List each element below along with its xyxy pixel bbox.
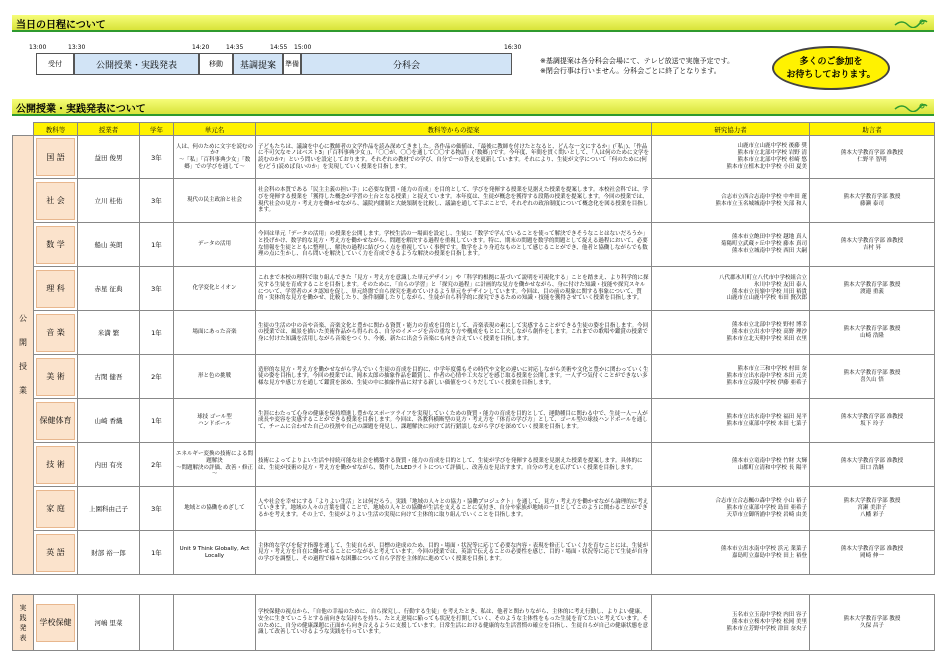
time-tick: 15:00 bbox=[294, 44, 312, 51]
proposal-cell: 技術によってよりよい生活や持続可能な社会を構築する資質・能力の育成を目的として、生徒が学びを発揮する授業を見据えた授業を提案します。具体的には、生徒が技術の見方・考え方を働かせながら、製作したLEDライトについて評価し、改善点を見出すます。自分の考えを広げていく授業を目指します。 bbox=[256, 443, 652, 487]
subject-cell bbox=[34, 136, 78, 179]
unit-cell: 形と色の挑戦 bbox=[174, 355, 256, 399]
header-unit: 単元名 bbox=[174, 123, 256, 136]
table-row bbox=[13, 531, 935, 575]
unit-cell: Unit 9 Think Globally, Act Locally bbox=[174, 531, 256, 575]
subject-label: 家 庭 bbox=[36, 490, 75, 528]
practice-side-label: 実 践 発 表 bbox=[13, 595, 34, 651]
unit-cell: 現代の民主政治と社会 bbox=[174, 179, 256, 223]
table-row bbox=[13, 595, 935, 651]
subject-cell bbox=[34, 355, 78, 399]
teacher-cell: 山崎 香織 bbox=[78, 399, 140, 443]
time-tick: 14:35 bbox=[226, 44, 244, 51]
coop-cell: 熊本市立北部中学校 野村 博幸 熊本市立出水中学校 高野 理沙 熊本市立北天明中学校 米田 衣里 bbox=[652, 311, 810, 355]
advisor-cell: 熊本大学教育学部 准教授 仁野平 智明 bbox=[810, 136, 935, 179]
time-tick: 14:20 bbox=[192, 44, 210, 51]
time-tick: 13:30 bbox=[68, 44, 86, 51]
open-class-table bbox=[12, 122, 935, 575]
proposal-cell: 子どもたちは、議論を中心に教師者の文学作品を読み深めてきました。各作品の価値は、「最後に教師を付けたとなると、どんな一文にするか」(「私」)、「作品に不可欠なモノはベスト3」(「百科事典少女」)、「〇〇が、〇〇を通して〇〇する物語」(「数郷」)です。今年度、年間を貫く問いとして、「人は何のために文学を読むのか?」という問いを設定しております。それぞれの教材での学び、自分で一の答えを更新しています。それにより、生徒が文学について「何のために(何を/どう)読めば良いのか」を実現していく授業を目指します。 bbox=[256, 136, 652, 179]
table-row bbox=[13, 136, 935, 179]
subject-label: 国 語 bbox=[36, 138, 75, 176]
schedule-move: 移動 bbox=[199, 53, 233, 75]
subject-cell bbox=[34, 487, 78, 531]
coop-cell: 熊本市立三和中学校 村田 奈 熊本市立出水南中学校 本田 元美 熊本市立京陵中学校 伊藤 亜希子 bbox=[652, 355, 810, 399]
subject-label: 理 科 bbox=[36, 270, 75, 308]
schedule-reception: 受付 bbox=[36, 53, 74, 75]
coop-cell: 八代郡氷川町立八代市中学校組合立 氷川中学校 友田 泰人 熊本市立長嶺中学校 川田 裕貴 山鹿市立山鹿中学校 布田 賢次郎 bbox=[652, 267, 810, 311]
invitation-line-1: 多くのご参加を bbox=[799, 57, 863, 67]
teacher-cell: 河嶋 里菜 bbox=[78, 595, 140, 651]
proposal-cell: 造形的な見方・考え方を働かせながら学んでいく生徒の育成を目的に、中学年度係もその時代や文化の違いに対応しながら美術や文化と豊かに関わっていく生徒の姿を目指します。今回の授業では、岡本太郎の抽象作品を鑑賞し、作者の心情や工夫などを感じ取る授業を公開します。一人ずつ気付くことができない多様な見方や感じ方を通して鑑賞を深め、生徒の中に抽象作品に対する新しい価値をつくりだしていく授業を目指します。 bbox=[256, 355, 652, 399]
table-row bbox=[13, 311, 935, 355]
schedule-prep: 準備 bbox=[283, 53, 301, 75]
schedule-open-class: 公開授業・実践発表 bbox=[74, 53, 199, 75]
header-teacher: 授業者 bbox=[78, 123, 140, 136]
header-proposal: 教科等からの提案 bbox=[256, 123, 652, 136]
unit-cell: 球技 ゴール型 ハンドボール bbox=[174, 399, 256, 443]
proposal-cell: 今回は単元「データの活用」の授業を公開します。学校生活の一場面を設定し、生徒に「数学で学んでいることを使って解決できそうなことはないだろうか」と投げかけ、数学的な見方・考え方を働かせながら、問題を解決する過程を重視しています。特に、期末の問題を数学的問題として捉える過程において、必要な情報を生徒とともに整理し、解決の過程に結びつく点を重視していく事例です。数学をより身近なものとして感じることができ、他者と協働しながらでも数理の点に生かし、自ら問いを解決していく力を育成できるような解決の授業を目指します。 bbox=[256, 223, 652, 267]
table-header-row bbox=[13, 123, 935, 136]
table-row bbox=[13, 443, 935, 487]
table-row bbox=[13, 355, 935, 399]
coop-cell: 熊本市立出水南中学校 福田 晃平 熊本市立東部中学校 本田 七菜子 bbox=[652, 399, 810, 443]
teacher-cell: 立川 桂佑 bbox=[78, 179, 140, 223]
proposal-cell: 主体的な学びを促す指導を通して、生徒自らが、目標の達成のため、目的・場面・状況等に応じて必要な内容・表現を修正していく力を育むことには、生徒が見方・考え方を自在に働かせることにつながると考えています。今回の授業では、英語で伝えることの必要性を感じ、目的・場面・状況等に応じて生徒が自身の学びを調整し、その過程で様々な困難について自ら学習を主体的に進めていく授業を目指します。 bbox=[256, 531, 652, 575]
teacher-cell: 財部 裕一郎 bbox=[78, 531, 140, 575]
subject-cell bbox=[34, 595, 78, 651]
header-subject: 教科等 bbox=[34, 123, 78, 136]
coop-cell: 玉名市立玉南中学校 内田 容子 熊本市立桜木中学校 松岡 美里 熊本市立芳野中学校 津田 奈央子 bbox=[652, 595, 810, 651]
table-row bbox=[13, 399, 935, 443]
teacher-cell: 内田 有亮 bbox=[78, 443, 140, 487]
unit-cell: エネルギー変換の技術による問題解決 ～問題解決の評価、改善・修正～ bbox=[174, 443, 256, 487]
grade-cell: 2年 bbox=[140, 355, 174, 399]
coop-cell: 山鹿市立山鹿中学校 後藤 奨 熊本市立北部中学校 岩野 清 熊本市立北部中学校 杉崎 悠 熊本市立植木北中学校 小田 夏美 bbox=[652, 136, 810, 179]
table-row bbox=[13, 487, 935, 531]
coop-cell: 合志市立西合志南中学校 中牟田 蓮 熊本市立玉名城城南中学校 矢部 和人 bbox=[652, 179, 810, 223]
ornament-icon bbox=[894, 17, 928, 28]
proposal-cell: 社会科の本質である「民主主義の担い手」に必要な資質・能力の育成」を目的として、学びを発揮する授業を見据えた授業を提案します。本校社会科では、学びを発揮する授業を「獲得した概念が学習の土台となる授業」と捉えています。本年度は、生徒が概念を獲得する段階の授業を提案します。今回の授業では、現代社会の見方・考え方を働かせながら、議院内閣制と大統領制を比較し、議論を通して手ぶことで、それぞれの政治制度について概念化を図る授業を目指します。 bbox=[256, 179, 652, 223]
proposal-cell: 学校保健の視点から、「自他の幸福のために、自ら探究し、行動する生徒」を考えたとき、私は、他者と関わりながら、主体的に考え行動し、よりよい健康、安全に生きていこうとする前向きな気持ちを持ち、たとえ逆境に陥っても状況を打開していく、そのような主体性をもった生徒を育てたいと考えています。そのために、自分の健康課題に正面から向き合えるように支援しています。日常生活における健康的な生活習慣の確立を目指し、生徒自らが自己の健康状態を意識して改善していけるような実践を行っています。 bbox=[256, 595, 652, 651]
grade-cell: 3年 bbox=[140, 179, 174, 223]
time-tick: 13:00 bbox=[29, 44, 47, 51]
table-row bbox=[13, 267, 935, 311]
teacher-cell: 上園科由己子 bbox=[78, 487, 140, 531]
header-coop: 研究協力者 bbox=[652, 123, 810, 136]
advisor-cell: 熊本大学教育学部 教授 山崎 浩隆 bbox=[810, 311, 935, 355]
subject-cell bbox=[34, 223, 78, 267]
proposal-cell: 人や社会を幸せにする「よりよい生活」とは何だろう。実践「地域の人々との協力・協働プロジェクト」を通して、見方・考え方を働かせながら論理的に考えていきます。地域の人々の言葉を聞くことで、地域の人々との協働が生活を支えることに気付き、自分や家族が地域の一員としてこのように関わることができるかを考えます。その上で、生徒がよりよい生活の実現に向けて主体的に取り組んでいくことを目指します。 bbox=[256, 487, 652, 531]
subject-label: 美 術 bbox=[36, 358, 75, 396]
time-tick: 16:30 bbox=[504, 44, 522, 51]
proposal-cell: 生徒の生活の中の音や音楽、音楽文化と豊かに関わる資質・能力の育成を目的として、音楽表現の素にして実感することができる生徒の姿を目指します。今回の授業では、風景を描いた美術作品から得られる、自分のイメージを音の重なり方や構成をもとに工夫しながら創作をします。これまでの歌唱や鑑賞の授業で身に付けた知識を活用しながら音楽をつくり、今後、新たに出会う音楽にも向き合えていく授業を目指します。 bbox=[256, 311, 652, 355]
proposal-cell: 生涯にわたって心身の健康を保持増進し豊かなスポーツライフを実現していくための資質・能力の育成を目的として、運動種目に関わる中で、生徒一人一人が成長や変容を実感することができる授業を目指します。今回は、各教科横断型の見方・考え方を「体育の学び方」として、ゴール型の球技ハンドボールを通して、チームに合わせた自己の役割や自己の課題を発見し、課題解決に向けて試行錯誤しながら学びを深めていく授業を目指します。 bbox=[256, 399, 652, 443]
grade-cell: 2年 bbox=[140, 443, 174, 487]
subject-label: 英 語 bbox=[36, 534, 75, 572]
header-grade: 学年 bbox=[140, 123, 174, 136]
table-row bbox=[13, 223, 935, 267]
subject-label: 数 学 bbox=[36, 226, 75, 264]
time-tick: 14:55 bbox=[270, 44, 288, 51]
grade-cell: 3年 bbox=[140, 487, 174, 531]
schedule-section-title: 当日の日程について bbox=[16, 20, 106, 31]
header-advisor: 助言者 bbox=[810, 123, 935, 136]
open-class-section-header bbox=[12, 99, 934, 116]
advisor-cell: 熊本大学教育学部 准教授 吉村 昇 bbox=[810, 223, 935, 267]
grade-cell: 1年 bbox=[140, 223, 174, 267]
subject-label: 社 会 bbox=[36, 182, 75, 220]
teacher-cell: 益田 俊男 bbox=[78, 136, 140, 179]
unit-cell: 場面にあった音楽 bbox=[174, 311, 256, 355]
coop-cell: 熊本市立竜南中学校 竹財 大輝 山都町立清和中学校 長 陽平 bbox=[652, 443, 810, 487]
invitation-line-2: お待ちしております。 bbox=[786, 70, 876, 80]
invitation-bubble bbox=[772, 46, 890, 90]
proposal-cell: これまで本校の理科で取り組んできた「見方・考え方を意識した単元デザイン」や「科学的根拠に基づいて説明を可視化する」ことを踏まえ、より科学的に探究する生徒を育成することを目指します。そのために、「自らの学習」と「探究の過程」に計画的な見方を働かせながら、身に付けた知識・技能や探究スキルについて、学習者のメタ認知を促し、単元終盤で自ら探究を進めていけるよう単元をデザインしています。今回は、目の前の現象に関する事象について、質的・実体的な見方を働かせ、比較したり、条件制御したりしながら、生徒が自ら科学的に探究できるための知識・技能を獲得させていく授業を目指します。 bbox=[256, 267, 652, 311]
open-class-section-title: 公開授業・実践発表について bbox=[16, 104, 146, 115]
note-closing: ※閉会行事は行いません。分科会ごとに終了となります。 bbox=[540, 67, 721, 75]
unit-cell: 化学変化とイオン bbox=[174, 267, 256, 311]
grade-cell: 1年 bbox=[140, 399, 174, 443]
subject-cell bbox=[34, 267, 78, 311]
coop-cell: 熊本市立飽田中学校 越地 真人 菊陽町立武蔵ヶ丘中学校 藤本 真司 熊本市立城南中学校 西田 大嗣 bbox=[652, 223, 810, 267]
practice-table bbox=[12, 594, 935, 651]
teacher-cell: 米満 繁 bbox=[78, 311, 140, 355]
ornament-icon bbox=[894, 101, 928, 112]
subject-cell bbox=[34, 179, 78, 223]
advisor-cell: 熊本大学教育学部 教授 藤瀬 泰司 bbox=[810, 179, 935, 223]
subject-label: 技 術 bbox=[36, 446, 75, 484]
subject-label: 学校保健 bbox=[36, 604, 75, 642]
table-row bbox=[13, 179, 935, 223]
grade-cell: 3年 bbox=[140, 136, 174, 179]
subject-cell bbox=[34, 531, 78, 575]
grade-cell: 1年 bbox=[140, 531, 174, 575]
advisor-cell: 熊本大学教育学部 教授 喜久山 悟 bbox=[810, 355, 935, 399]
schedule-section-header bbox=[12, 15, 934, 32]
coop-cell: 熊本市立出水南中学校 浜元 業菜子 嘉島町立嘉島中学校 田上 裕登 bbox=[652, 531, 810, 575]
subject-label: 保健体育 bbox=[36, 402, 75, 440]
advisor-cell: 熊本大学教育学部 教授 久保 昌子 bbox=[810, 595, 935, 651]
grade-cell: 3年 bbox=[140, 267, 174, 311]
subject-cell bbox=[34, 443, 78, 487]
grade-cell: 1年 bbox=[140, 311, 174, 355]
advisor-cell: 熊本大学教育学部 教授 渡邉 重義 bbox=[810, 267, 935, 311]
teacher-cell: 古閑 健吾 bbox=[78, 355, 140, 399]
advisor-cell: 熊本大学教育学部 教授 宮瀬 美津子 八幡 彩子 bbox=[810, 487, 935, 531]
open-class-side-label: 公 開 授 業 bbox=[13, 136, 34, 575]
coop-cell: 合志市立合志楓の森中学校 小山 裕子 熊本市立東部中学校 島田 亜希子 天草市立御所浦中学校 岩崎 由美 bbox=[652, 487, 810, 531]
unit-cell: 人は、何のために文字を読むのか? ～「私」「百科事典少女」「数郷」での学びを通して～ bbox=[174, 136, 256, 179]
subject-cell bbox=[34, 399, 78, 443]
subject-label: 音 楽 bbox=[36, 314, 75, 352]
note-keynote: ※基調提案は各分科会会場にて、テレビ放送で実施予定です。 bbox=[540, 57, 735, 65]
subject-cell bbox=[34, 311, 78, 355]
teacher-cell: 船山 英朗 bbox=[78, 223, 140, 267]
unit-cell: 地域との協働をめざして bbox=[174, 487, 256, 531]
teacher-cell: 赤星 征典 bbox=[78, 267, 140, 311]
unit-cell: データの活用 bbox=[174, 223, 256, 267]
advisor-cell: 熊本大学教育学部 准教授 坂下 玲子 bbox=[810, 399, 935, 443]
advisor-cell: 熊本大学教育学部 准教授 田口 浩継 bbox=[810, 443, 935, 487]
schedule-breakout: 分科会 bbox=[301, 53, 512, 75]
advisor-cell: 熊本大学教育学部 准教授 岡崎 伸一 bbox=[810, 531, 935, 575]
schedule-keynote: 基調提案 bbox=[233, 53, 283, 75]
